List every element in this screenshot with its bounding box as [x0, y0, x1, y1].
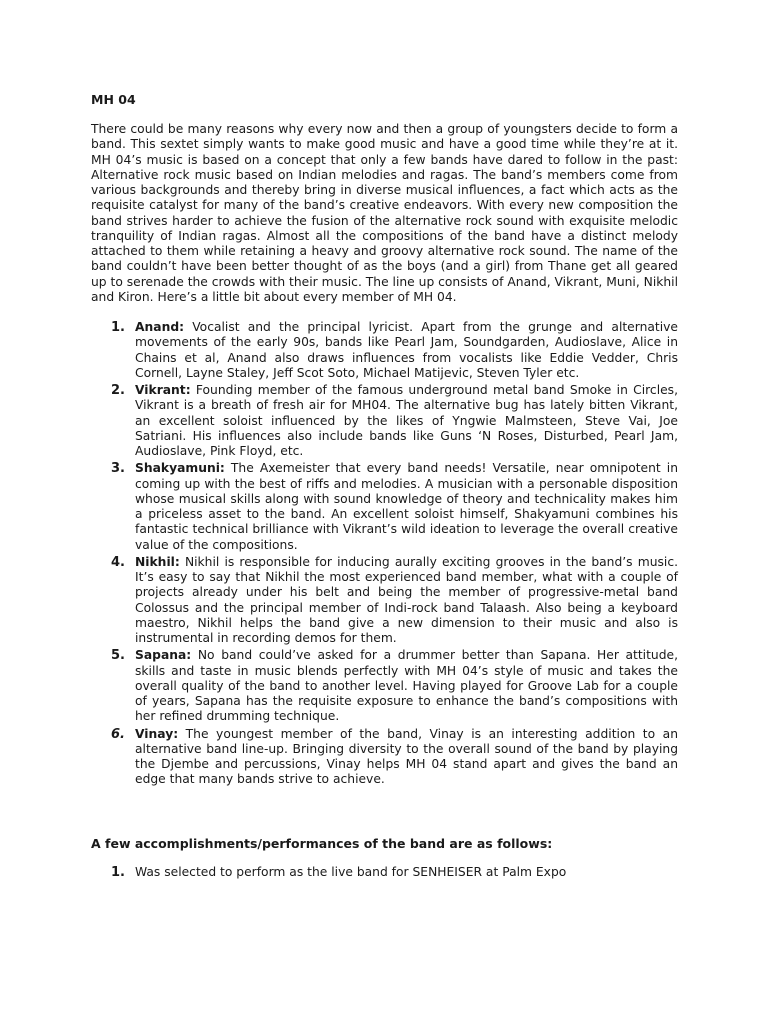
- member-description: No band could’ve asked for a drummer better than Sapana. Her attitude, skills and taste in music blends perfectly with MH 04’s style of music and takes the overall quality of the band to another level. Having played for Groove Lab for a couple of years, Sapana has the requisite exposure to enhance the band’s compositions with her refined drumming technique.: [135, 648, 678, 724]
- member-item-sapana: [91, 648, 678, 724]
- accomplishment-text: Was selected to perform as the live band for SENHEISER at Palm Expo: [135, 865, 567, 879]
- list-number: 4.: [111, 554, 125, 570]
- list-number: 2.: [111, 383, 125, 398]
- accomplishments-list: [91, 865, 678, 880]
- member-item-shakyamuni: [91, 461, 678, 553]
- list-number: 6.: [111, 726, 125, 742]
- member-description: Nikhil is responsible for inducing aurally exciting grooves in the band’s music. It’s easy to say that Nikhil the most experienced band member, what with a couple of projects already under his belt and being the member of progressive-metal band Colossus and the principal member of Indi-rock band Talaash. Also being a keyboard maestro, Nikhil helps the band give a new dimension to their music and also is instrumental in recording demos for them.: [135, 554, 678, 645]
- accomplishment-item: [91, 865, 678, 880]
- member-item-vikrant: [91, 383, 678, 459]
- member-item-nikhil: [91, 555, 678, 647]
- member-description: Vocalist and the principal lyricist. Apart from the grunge and alternative movements of the early 90s, bands like Pearl Jam, Soundgarden, Audioslave, Alice in Chains et al, Anand also draws influences from vocalists like Eddie Vedder, Chris Cornell, Layne Staley, Jeff Scot Soto, Michael Matijevic, Steven Tyler etc.: [135, 320, 678, 380]
- member-name: Nikhil:: [135, 554, 180, 569]
- member-item-vinay: [91, 727, 678, 788]
- list-number: 1.: [111, 320, 125, 335]
- member-description: The youngest member of the band, Vinay is an interesting addition to an alternative band line-up. Bringing diversity to the overall sound of the band by playing the Djembe and percussions, Vinay helps MH 04 stand apart and gives the band an edge that many bands strive to achieve.: [135, 726, 678, 787]
- member-item-anand: [91, 320, 678, 381]
- member-name: Sapana:: [135, 648, 192, 663]
- list-number: 3.: [111, 461, 125, 477]
- member-list: [91, 320, 678, 790]
- member-name: Vikrant:: [135, 383, 191, 397]
- list-number: 5.: [111, 648, 125, 664]
- intro-paragraph: There could be many reasons why every now and then a group of youngsters decide to form a band. This sextet simply wants to make good music and have a good time while they’re at it. MH 04’s music is based on a concept that only a few bands have dared to follow in the past: Alternative rock music based on Indian melodies and ragas. The band’s members come from various backgrounds and thereby bring in diverse musical influences, a fact which acts as the requisite catalyst for many of the band’s creative endeavors. With every new composition the band strives harder to achieve the fusion of the alternative rock sound with exquisite melodic tranquility of Indian ragas. Almost all the compositions of the band have a distinct melody attached to them while retaining a heavy and groovy alternative rock sound. The name of the band couldn’t have been better thought of as the boys (and a girl) from Thane get all geared up to serenade the crowds with their music. The line up consists of Anand, Vikrant, Muni, Nikhil and Kiron. Here’s a little bit about every member of MH 04.: [91, 122, 679, 304]
- document-title: MH 04: [91, 92, 136, 107]
- member-name: Shakyamuni:: [135, 461, 225, 476]
- accomplishments-heading: A few accomplishments/performances of the band are as follows:: [91, 836, 553, 851]
- member-description: Founding member of the famous underground metal band Smoke in Circles, Vikrant is a breath of fresh air for MH04. The alternative bug has lately bitten Vikrant, an excellent soloist influenced by the likes of Yngwie Malmsteen, Steve Vai, Joe Satriani. His influences also include bands like Guns ‘N Roses, Disturbed, Pearl Jam, Audioslave, Pink Floyd, etc.: [135, 383, 678, 458]
- member-description: The Axemeister that every band needs! Versatile, near omnipotent in coming up with the best of riffs and melodies. A musician with a personable disposition whose musical skills along with sound knowledge of theory and technicality makes him a priceless asset to the band. An excellent soloist himself, Shakyamuni combines his fantastic technical brilliance with Vikrant’s wild ideation to leverage the overall creative value of the compositions.: [135, 461, 678, 552]
- member-name: Anand:: [135, 320, 185, 334]
- list-number: 1.: [111, 865, 125, 880]
- member-name: Vinay:: [135, 726, 179, 741]
